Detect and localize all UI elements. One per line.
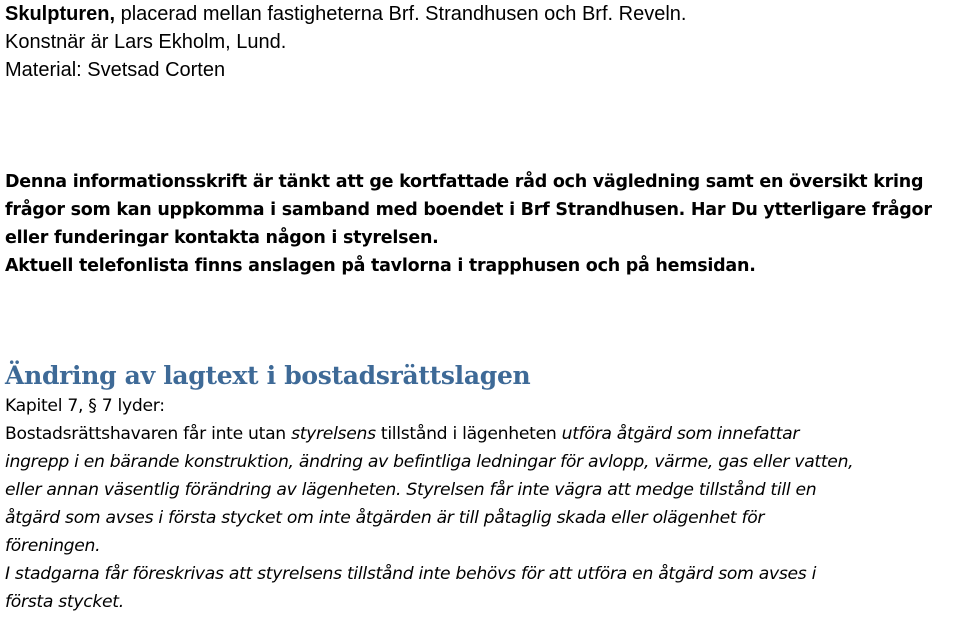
caption-line-1 — [5, 0, 957, 28]
law-text-segment: tillstånd i lägenheten — [375, 424, 562, 444]
law-line-3 — [5, 476, 957, 504]
section-heading: Ändring av lagtext i bostadsrättslagen — [5, 361, 531, 390]
caption-artist: Konstnär är Lars Ekholm, Lund. — [5, 31, 287, 53]
caption-location: placerad mellan fastigheterna Brf. Strandhusen och Brf. Reveln. — [115, 3, 687, 25]
spacer — [5, 84, 957, 168]
law-line-5: föreningen. — [5, 536, 101, 556]
law-text-segment: Styrelsen får inte vägra att medge tillstånd till en — [401, 480, 817, 500]
law-text-segment: styrelsens — [291, 424, 376, 444]
law-line-4: åtgärd som avses i första stycket om inte åtgärden är till påtaglig skada eller olägenhet för — [5, 508, 765, 528]
law-line-2: ingrepp i en bärande konstruktion, ändring av befintliga ledningar för avlopp, värme, gas eller vatten, — [5, 452, 854, 472]
info-line-1: Denna informationsskrift är tänkt att ge kortfattade råd och vägledning samt en översikt kring — [5, 172, 924, 192]
info-line-2: frågor som kan uppkomma i samband med boendet i Brf Strandhusen. Har Du ytterligare frågor — [5, 200, 932, 220]
law-line-6: I stadgarna får föreskrivas att styrelsens tillstånd inte behövs för att utföra en åtgärd som avses i — [5, 564, 817, 584]
caption-material: Material: Svetsad Corten — [5, 59, 226, 81]
chapter-reference: Kapitel 7, § 7 lyder: — [5, 396, 165, 416]
caption-title: Skulpturen, — [5, 3, 116, 25]
law-text-segment: eller annan väsentlig förändring av lägenheten. — [5, 480, 402, 500]
law-line-1 — [5, 420, 957, 448]
info-paragraph — [5, 168, 957, 280]
spacer — [5, 280, 957, 360]
sculpture-caption — [5, 0, 957, 84]
law-text-segment: utföra åtgärd som innefattar — [561, 424, 800, 444]
info-line-3: eller funderingar kontakta någon i styrelsen. — [5, 228, 439, 248]
law-line-7: första stycket. — [5, 592, 124, 612]
info-line-4: Aktuell telefonlista finns anslagen på tavlorna i trapphusen och på hemsidan. — [5, 256, 756, 276]
law-text-segment: Bostadsrättshavaren får inte utan — [5, 424, 292, 444]
law-text — [5, 392, 957, 616]
document-page — [5, 0, 957, 616]
